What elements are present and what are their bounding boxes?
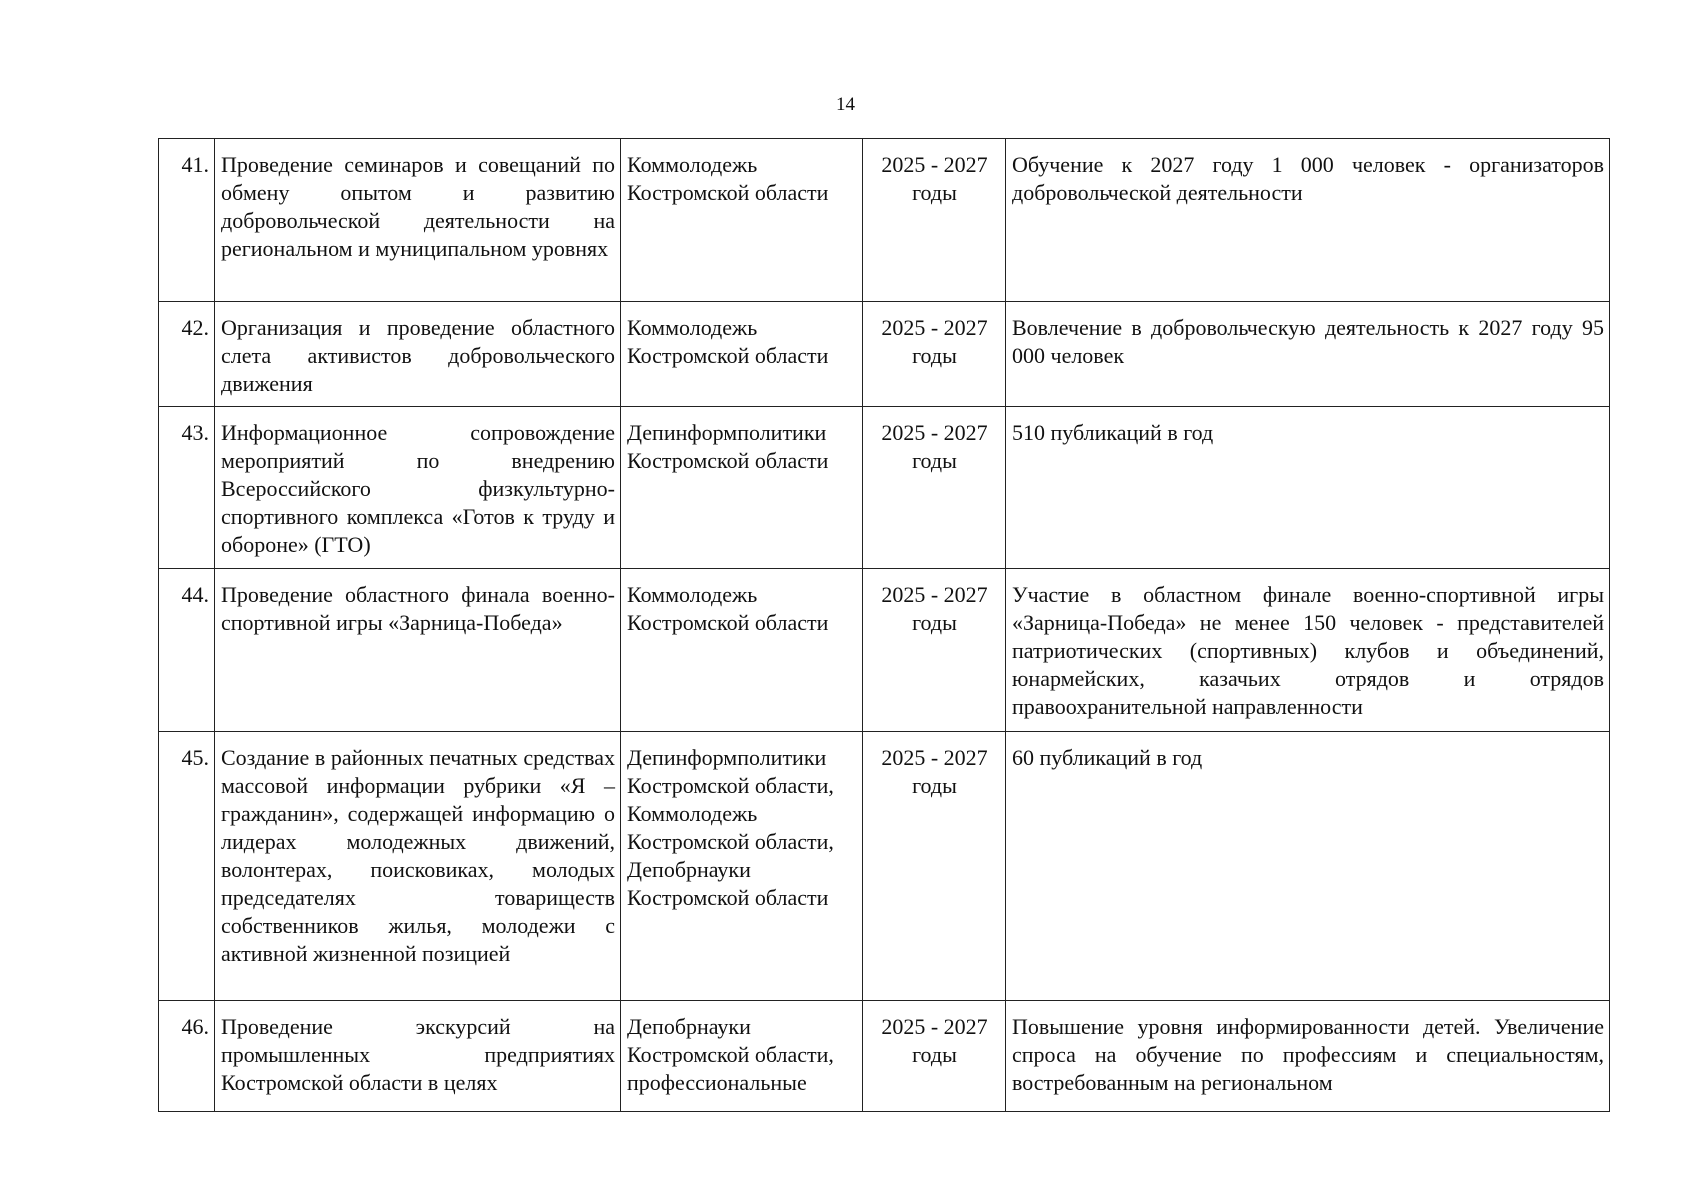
term-years: 2025 - 2027 [881,1014,988,1039]
row-number: 46. [159,1001,215,1112]
term-years: 2025 - 2027 [881,420,988,445]
event-description: Проведение областного финала военно-спортивной игры «Зарница-Победа» [215,569,621,732]
implementation-term [863,1001,1006,1112]
implementation-term [863,302,1006,407]
expected-result: 60 публикаций в год [1006,732,1610,1001]
organizer-line: Коммолодежь [627,152,758,177]
row-number: 43. [159,407,215,569]
term-years: 2025 - 2027 [881,745,988,770]
organizer-line: Депобрнауки [627,857,751,882]
row-number: 44. [159,569,215,732]
organizer-line: Костромской области [627,610,829,635]
row-number: 42. [159,302,215,407]
expected-result: 510 публикаций в год [1006,407,1610,569]
organizer-line: профессиональные [627,1070,807,1095]
term-unit: годы [912,448,957,473]
row-number: 45. [159,732,215,1001]
term-unit: годы [912,610,957,635]
table-row [159,732,1610,1001]
organizer-line: Костромской области, [627,1042,834,1067]
responsible-organization [621,569,863,732]
organizer-line: Костромской области, [627,829,834,854]
events-table [158,138,1610,1112]
expected-result: Участие в областном финале военно-спортивной игры «Зарница-Победа» не менее 150 человек - представителей патриотических (спортивных) клубов и объединений, юнармейских, казачьих отрядов и отрядов правоохранительной направленности [1006,569,1610,732]
organizer-line: Депинформполитики [627,420,827,445]
term-unit: годы [912,1042,957,1067]
expected-result: Обучение к 2027 году 1 000 человек - организаторов добровольческой деятельности [1006,139,1610,302]
term-unit: годы [912,180,957,205]
responsible-organization [621,407,863,569]
responsible-organization [621,302,863,407]
organizer-line: Костромской области, [627,773,834,798]
table-row [159,407,1610,569]
table-row [159,1001,1610,1112]
expected-result: Вовлечение в добровольческую деятельность к 2027 году 95 000 человек [1006,302,1610,407]
term-unit: годы [912,773,957,798]
expected-result: Повышение уровня информированности детей. Увеличение спроса на обучение по профессиям и специальностям, востребованным на региональном [1006,1001,1610,1112]
event-description: Создание в районных печатных средствах массовой информации рубрики «Я – гражданин», содержащей информацию о лидерах молодежных движений, волонтерах, поисковиках, молодых председателях товариществ собственников жилья, молодежи с активной жизненной позицией [215,732,621,1001]
implementation-term [863,569,1006,732]
term-unit: годы [912,343,957,368]
table-row [159,139,1610,302]
organizer-line: Коммолодежь [627,801,758,826]
organizer-line: Костромской области [627,343,829,368]
row-number: 41. [159,139,215,302]
organizer-line: Костромской области [627,180,829,205]
organizer-line: Коммолодежь [627,582,758,607]
organizer-line: Костромской области [627,885,829,910]
organizer-line: Депинформполитики [627,745,827,770]
term-years: 2025 - 2027 [881,315,988,340]
table-row [159,302,1610,407]
responsible-organization [621,139,863,302]
organizer-line: Депобрнауки [627,1014,751,1039]
event-description: Организация и проведение областного слета активистов добровольческого движения [215,302,621,407]
event-description: Проведение экскурсий на промышленных предприятиях Костромской области в целях [215,1001,621,1112]
implementation-term [863,139,1006,302]
responsible-organization [621,1001,863,1112]
table-row [159,569,1610,732]
implementation-term [863,407,1006,569]
implementation-term [863,732,1006,1001]
term-years: 2025 - 2027 [881,582,988,607]
page-number: 14 [836,94,855,115]
organizer-line: Коммолодежь [627,315,758,340]
responsible-organization [621,732,863,1001]
organizer-line: Костромской области [627,448,829,473]
term-years: 2025 - 2027 [881,152,988,177]
event-description: Информационное сопровождение мероприятий по внедрению Всероссийского физкультурно-спортивного комплекса «Готов к труду и обороне» (ГТО) [215,407,621,569]
event-description: Проведение семинаров и совещаний по обмену опытом и развитию добровольческой деятельности на региональном и муниципальном уровнях [215,139,621,302]
